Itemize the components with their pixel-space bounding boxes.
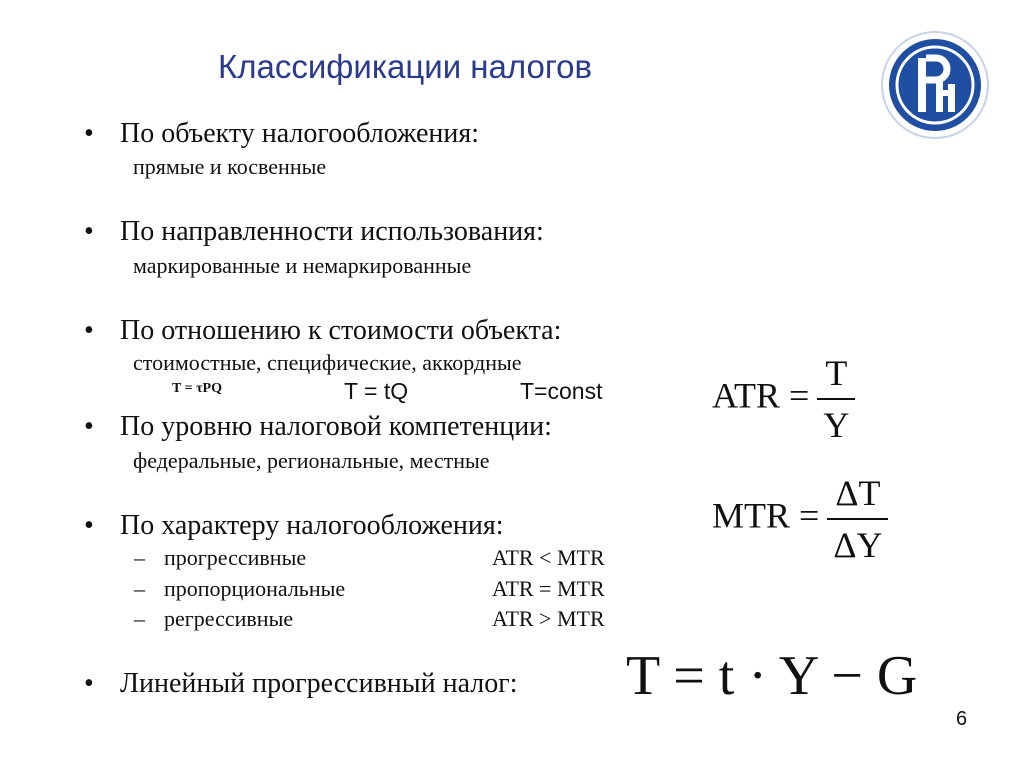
atr-fraction bbox=[817, 352, 855, 446]
formula-const: T=const bbox=[520, 378, 603, 404]
list-item: – прогрессивные bbox=[134, 545, 307, 570]
section-2-sub: маркированные и немаркированные bbox=[133, 253, 472, 278]
formula-tq: T = tQ bbox=[344, 378, 409, 404]
list-item: – регрессивные bbox=[134, 606, 294, 631]
mtr-lhs: MTR = bbox=[712, 495, 820, 536]
section-1-heading: • По объекту налогообложения: bbox=[84, 118, 480, 149]
section-3-heading: • По отношению к стоимости объекта: bbox=[84, 315, 562, 346]
dash-icon: – bbox=[134, 576, 145, 601]
relation-value: ATR > MTR bbox=[492, 606, 605, 631]
section-4-sub: федеральные, региональные, местные bbox=[133, 448, 490, 473]
bullet-icon: • bbox=[84, 668, 94, 699]
atr-denominator: Y bbox=[823, 405, 850, 445]
bullet-icon: • bbox=[84, 216, 94, 247]
section-2-heading: • По направленности использования: bbox=[84, 216, 544, 247]
bullet-icon: • bbox=[84, 510, 94, 541]
bullet-icon: • bbox=[84, 411, 94, 442]
bullet-icon: • bbox=[84, 315, 94, 346]
section-5-heading: • По характеру налогообложения: bbox=[84, 510, 504, 541]
dash-icon: – bbox=[134, 606, 145, 631]
section-4-heading: • По уровню налоговой компетенции: bbox=[84, 411, 552, 442]
hse-logo-icon bbox=[880, 30, 990, 140]
linear-tax-formula: T = t · Y − G bbox=[626, 645, 918, 707]
section-6-heading: • Линейный прогрессивный налог: bbox=[84, 668, 518, 699]
mtr-numerator: ΔT bbox=[827, 472, 888, 520]
relation-value: ATR < MTR bbox=[492, 545, 605, 570]
page-number: 6 bbox=[956, 708, 968, 730]
list-item: – пропорциональные bbox=[134, 576, 346, 601]
relation-value: ATR = MTR bbox=[492, 576, 605, 601]
slide-title: Классификации налогов bbox=[218, 48, 593, 85]
section-1-sub: прямые и косвенные bbox=[133, 154, 327, 179]
dash-icon: – bbox=[134, 545, 145, 570]
bullet-icon: • bbox=[84, 118, 94, 149]
mtr-formula bbox=[712, 472, 888, 566]
section-3-sub: стоимостные, специфические, аккордные bbox=[133, 350, 522, 375]
formula-tau-pq: T = τPQ bbox=[172, 381, 222, 396]
atr-formula bbox=[712, 352, 855, 446]
mtr-denominator: ΔY bbox=[833, 525, 883, 565]
mtr-fraction bbox=[827, 472, 888, 566]
atr-lhs: ATR = bbox=[712, 375, 810, 416]
atr-numerator: T bbox=[817, 352, 855, 400]
